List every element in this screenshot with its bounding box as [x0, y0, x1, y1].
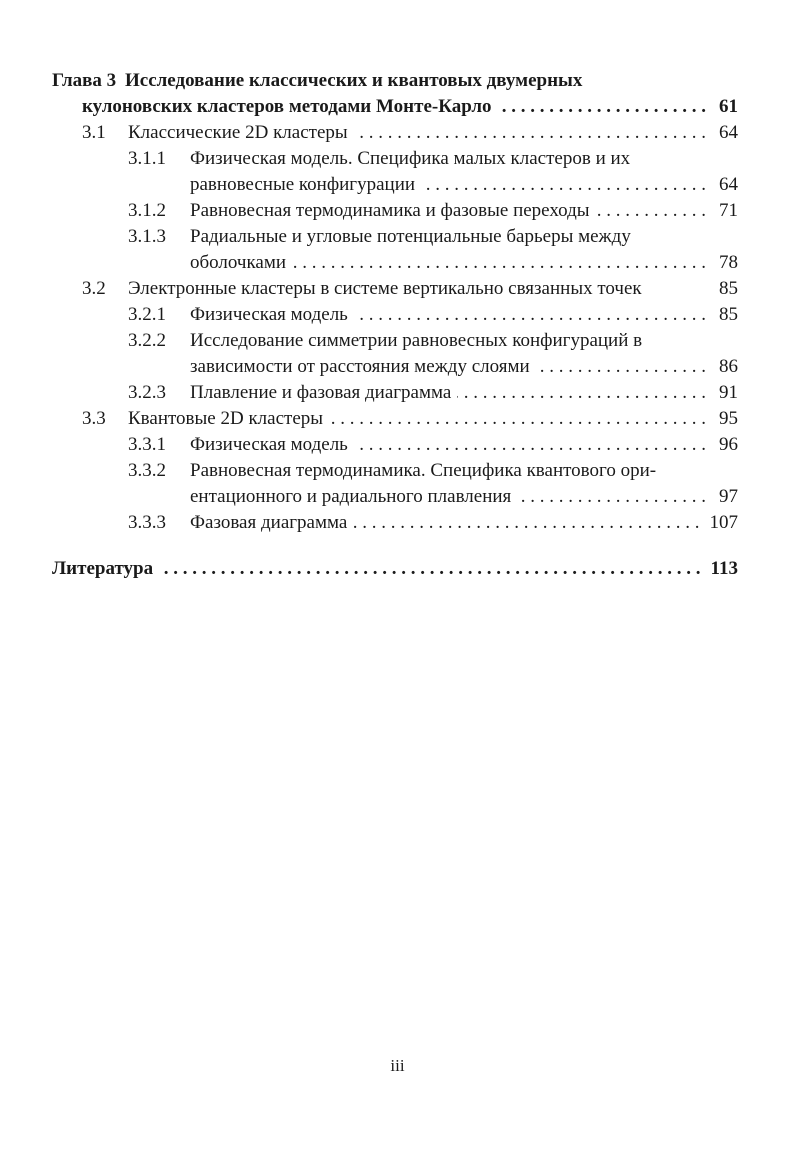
toc-page-number: 113 — [710, 558, 738, 579]
toc-title: кулоновских кластеров методами Монте-Карло — [82, 96, 492, 117]
toc-number: Глава 3 — [52, 70, 117, 91]
toc-line — [128, 198, 738, 224]
dot-leader — [457, 380, 706, 406]
toc-page-number: 64 — [719, 174, 738, 195]
toc-page-number: 91 — [719, 382, 738, 403]
toc-page-number: 64 — [719, 122, 738, 143]
toc-number: 3.3.2 — [128, 460, 166, 481]
toc-page-number: 85 — [719, 304, 738, 325]
toc-title: Физическая модель. Специфика малых кластеров и их — [190, 148, 631, 169]
toc-line — [128, 510, 738, 536]
toc-title: Литература — [52, 558, 154, 579]
toc-number: 3.1 — [82, 122, 106, 143]
dot-leader — [596, 198, 706, 224]
toc-title: Электронные кластеры в системе вертикально связанных точек — [128, 278, 642, 299]
toc-line — [128, 224, 738, 250]
dot-leader — [159, 556, 700, 582]
toc-number: 3.1.2 — [128, 200, 166, 221]
toc-title: Классические 2D кластеры — [128, 122, 348, 143]
toc-title: оболочками — [190, 252, 287, 273]
dot-leader — [421, 172, 706, 198]
toc-number: 3.2.2 — [128, 330, 166, 351]
toc-line — [82, 276, 738, 302]
toc-title: Исследование симметрии равновесных конфигураций в — [190, 330, 643, 351]
toc-number: 3.3.1 — [128, 434, 166, 455]
toc-line — [190, 354, 738, 380]
toc-title: Физическая модель — [190, 304, 348, 325]
toc-page-number: 78 — [719, 252, 738, 273]
toc-title: зависимости от расстояния между слоями — [190, 356, 530, 377]
toc-line — [128, 458, 738, 484]
toc-page-number: 86 — [719, 356, 738, 377]
page-number-footer: iii — [390, 1056, 405, 1075]
toc-number: 3.1.3 — [128, 226, 166, 247]
toc-page-number: 85 — [719, 278, 738, 299]
toc-line — [128, 146, 738, 172]
toc-title: Фазовая диаграмма — [190, 512, 348, 533]
toc-page-number: 71 — [719, 200, 738, 221]
toc-title: Квантовые 2D кластеры — [128, 408, 324, 429]
dot-leader — [353, 510, 699, 536]
toc-page-number: 107 — [709, 512, 738, 533]
toc-line — [52, 556, 738, 582]
toc-line — [82, 120, 738, 146]
toc-line — [128, 380, 738, 406]
toc-line — [190, 484, 738, 510]
dot-leader — [497, 94, 706, 120]
toc-line — [82, 406, 738, 432]
toc-title: Исследование классических и квантовых двумерных — [125, 70, 583, 91]
dot-leader — [354, 432, 706, 458]
toc-number: 3.1.1 — [128, 148, 166, 169]
toc-line — [190, 172, 738, 198]
dot-leader — [354, 120, 706, 146]
dot-leader — [642, 276, 716, 302]
toc-line — [52, 68, 738, 94]
dot-leader — [517, 484, 706, 510]
toc-page-number: 95 — [719, 408, 738, 429]
toc-number: 3.3 — [82, 408, 106, 429]
toc-title: ентационного и радиального плавления — [190, 486, 512, 507]
toc-number: 3.2.1 — [128, 304, 166, 325]
toc-page-number: 97 — [719, 486, 738, 507]
dot-leader — [354, 302, 706, 328]
toc-title: Плавление и фазовая диаграмма — [190, 382, 452, 403]
toc-number: 3.3.3 — [128, 512, 166, 533]
toc-line — [128, 302, 738, 328]
dot-leader — [536, 354, 706, 380]
toc-title: равновесные конфигурации — [190, 174, 416, 195]
dot-leader — [329, 406, 706, 432]
toc-page-number: 61 — [719, 96, 738, 117]
toc-title: Физическая модель — [190, 434, 348, 455]
toc-line — [128, 328, 738, 354]
dot-leader — [292, 250, 706, 276]
toc-page-number: 96 — [719, 434, 738, 455]
toc-number: 3.2 — [82, 278, 106, 299]
toc-title: Равновесная термодинамика и фазовые переходы — [190, 200, 590, 221]
toc-title: Равновесная термодинамика. Специфика квантового ори- — [190, 460, 657, 481]
toc-line — [82, 94, 738, 120]
toc-title: Радиальные и угловые потенциальные барьеры между — [190, 226, 631, 247]
toc-line — [128, 432, 738, 458]
toc-line — [190, 250, 738, 276]
toc-number: 3.2.3 — [128, 382, 166, 403]
